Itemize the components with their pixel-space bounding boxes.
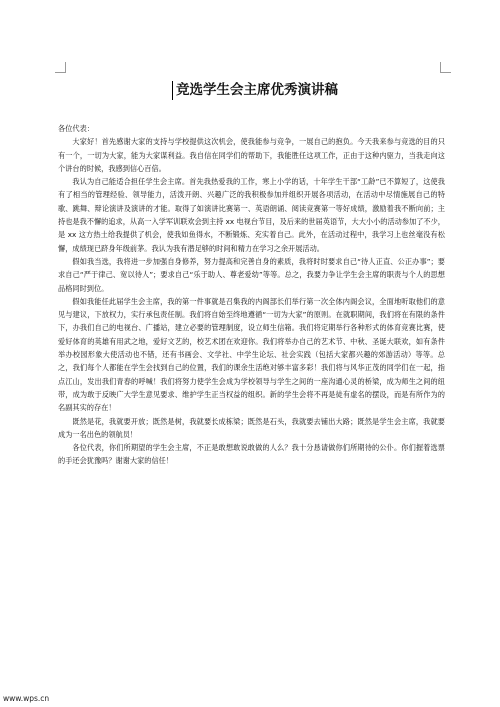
document-title[interactable]: 竞选学生会主席优秀演讲稿 — [176, 82, 338, 98]
paragraph[interactable]: 各位代表，你们所期望的学生会主席，不正是敢想敢说敢做的人么？我十分恳请做你们所期待的公仆。你们握着选票的手还会犹豫吗？谢谢大家的信任！ — [58, 443, 445, 466]
document-body[interactable] — [58, 122, 445, 468]
paragraph[interactable]: 假如我当选，我将进一步加强自身修养，努力提高和完善自身的素质，我将时时要求自己“待人正直、公正办事”；要求自己“严于律己、宽以待人”；要求自己“乐于助人、尊老爱幼”等等。总之，我要力争让学生会主席的职责与个人的思想品格同时到位。 — [58, 256, 445, 293]
paragraph[interactable]: 大家好！首先感谢大家的支持与学校提供这次机会，使我能参与竞争，一展自己的抱负。今天我来参与竞选的目的只有一个，一切为大家，能为大家谋利益。我自信在同学们的帮助下，我能胜任这项工作，正由于这种内驱力，当我走向这个讲台的时候，我感到信心百倍。 — [58, 137, 445, 173]
paragraph[interactable]: 我认为自己能适合担任学生会主席。首先我热爱我的工作，寒上小学的话，十年学生干部“工龄”已不算短了，这使我有了相当的管理经验、领导能力，活泼开朗、兴趣广泛的我积极参加并组织开展各项活动，在活动中尽情施展自己的特歌、跳舞、辩论演讲及演讲的才能。取得了如演讲比赛第一、英语朗诵、阅读竞赛第一等好成绩，激励着我不断向前；主持也是我不懈的追求，从高一入学军训联欢会到主持 xx 电视台节目，及后来的世届英语节，大大小小的活动参加了不少，是 xx 这方热土给我提供了机会，使我如鱼得水，不断锻炼、充实着自己。此外，在活动过程中，我学习上也丝毫没有松懈，成绩现已跻身年级前茅。我认为我有潜足够的时间和精力在学习之余开展活动。 — [58, 177, 445, 253]
salutation[interactable]: 各位代表： — [58, 124, 94, 133]
paragraph[interactable]: 假如我能任此届学生会主席，我的第一件事就是召集我的内阁部长们举行第一次全体内阁会议，全面地听取他们的意见与建议，下放权力，实行承包责任制。我们将自始至终地遵循“一切为大家”的原则。在就职期间，我们将在有限的条件下，办我们自己的电视台、广播站，建立必要的管理制度，设立师生信箱。我们将定期举行各种形式的体育竞赛比赛，使爱好体育的英雄有用武之地，爱好文艺的，校艺术团在欢迎你。我们将举办自己的艺术节、中秋、圣诞大联欢，如有条件举办校园形象大使活动也不错，还有书画会、文学社、中学生论坛、社会实践（包括大家都兴趣的郊游活动）等等。总之，我们每个人都能在学生会找到自己的位置，我们的课余生活绝对够丰富多彩！我们将与风华正茂的同学们在一起，指点江山，发出我们青春的呼喊！我们将努力使学生会成为学校领导与学生之间的一座沟通心灵的桥梁，成为师生之间的纽带，成为敢于反映广大学生意见要求、维护学生正当权益的组织。新的学生会将不再是徒有虚名的摆设，而是有所作为的名副其实的存在！ — [58, 296, 445, 413]
footer-watermark: www.wps.cn — [3, 694, 50, 703]
paragraph[interactable]: 既然是花，我就要开放；既然是树，我就要长成栋梁；既然是石头，我就要去铺出大路；既然是学生会主席，我就要成为一名出色的领航员！ — [58, 416, 445, 439]
text-cursor — [172, 81, 173, 100]
margin-corner-mark — [440, 62, 451, 73]
margin-corner-mark — [55, 62, 66, 73]
